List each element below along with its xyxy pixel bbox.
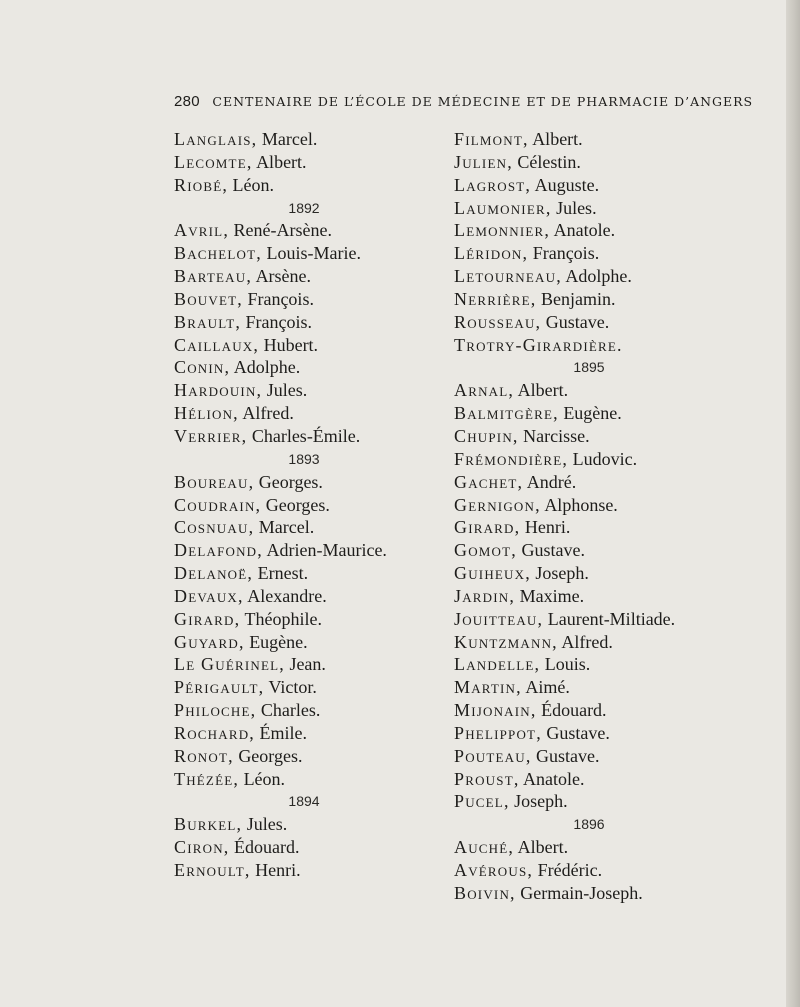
surname: Guyard, <box>174 631 245 652</box>
surname: Landelle, <box>454 654 541 675</box>
list-item <box>174 516 474 539</box>
name-list <box>454 836 714 905</box>
surname: Devaux, <box>174 585 244 606</box>
list-item <box>454 836 714 859</box>
surname: Avril, <box>174 220 230 241</box>
running-title: CENTENAIRE DE L’ÉCOLE DE MÉDECINE ET DE PHARMACIE D’ANGERS <box>212 94 754 109</box>
surname: Jardin, <box>454 585 516 606</box>
surname: Riobé, <box>174 174 229 195</box>
surname: Avérous, <box>454 860 534 880</box>
surname: Frémondière, <box>454 448 569 469</box>
surname: Kuntzmann, <box>454 631 558 652</box>
page-number: 280 <box>174 93 200 110</box>
list-item <box>454 859 714 882</box>
list-item <box>454 128 714 151</box>
surname: Barteau, <box>174 266 253 287</box>
list-item <box>454 448 714 471</box>
given-names: Édouard. <box>541 700 607 721</box>
surname: Conin, <box>174 357 231 378</box>
given-names: François. <box>245 311 313 332</box>
surname: Lecomte, <box>174 151 253 172</box>
surname: Girard, <box>174 608 241 629</box>
surname: Hardouin, <box>174 380 263 401</box>
year-heading-1893: 1893 <box>288 450 320 467</box>
surname: Girard, <box>454 517 521 538</box>
list-item <box>174 539 474 562</box>
list-item <box>454 653 714 676</box>
surname: Brault, <box>174 311 242 332</box>
surname: Gernigon, <box>454 494 541 515</box>
given-names: Henri. <box>524 517 571 538</box>
surname: Delanoë, <box>174 563 254 584</box>
surname: Philoche, <box>174 700 257 721</box>
given-names: Ludovic. <box>572 448 638 469</box>
given-names: Eugène. <box>563 403 622 424</box>
name-list <box>454 128 714 356</box>
given-names: Adolphe. <box>233 357 301 378</box>
given-names: Théophile. <box>244 608 323 629</box>
name-list <box>174 471 474 791</box>
given-names: Eugène. <box>249 631 308 652</box>
list-item <box>174 494 474 517</box>
given-names: Célestin. <box>517 151 581 172</box>
given-names: Jules. <box>246 814 288 835</box>
given-names: Albert. <box>517 837 569 858</box>
given-names: Jean. <box>289 654 326 675</box>
given-names: Benjamin. <box>540 288 616 309</box>
list-item <box>174 471 474 494</box>
list-item <box>454 471 714 494</box>
surname: Bachelot, <box>174 243 262 264</box>
list-item <box>174 219 474 242</box>
list-item <box>454 197 714 220</box>
list-item <box>174 402 474 425</box>
list-item <box>174 242 474 265</box>
surname: Nerrière, <box>454 288 537 309</box>
list-item <box>454 768 714 791</box>
given-names: Georges. <box>265 494 330 515</box>
given-names: Auguste. <box>534 174 600 195</box>
list-item <box>174 585 474 608</box>
name-list <box>454 379 714 813</box>
given-names: Henri. <box>255 860 301 880</box>
list-item <box>454 882 714 905</box>
list-item <box>174 379 474 402</box>
surname: Gachet, <box>454 471 524 492</box>
given-names: Arsène. <box>255 266 312 287</box>
list-item <box>454 699 714 722</box>
given-names: Émile. <box>259 722 308 743</box>
surname: Boivin, <box>454 882 516 903</box>
list-item <box>454 562 714 585</box>
surname: Phelippot, <box>454 722 542 743</box>
surname: Thézée, <box>174 768 240 789</box>
list-item <box>454 288 714 311</box>
given-names: René-Arsène. <box>233 220 332 241</box>
given-names: Adrien-Maurice. <box>266 540 387 561</box>
surname: Mijonain, <box>454 700 537 721</box>
list-item <box>174 676 474 699</box>
given-names: Léon. <box>243 768 286 789</box>
given-names: Hubert. <box>263 334 319 355</box>
list-item <box>174 174 474 197</box>
given-names: Louis. <box>544 654 591 675</box>
given-names: Georges. <box>258 471 323 492</box>
surname: Arnal, <box>454 380 515 401</box>
given-names: Marcel. <box>258 517 315 538</box>
given-names: Georges. <box>238 745 303 766</box>
given-names: Anatole. <box>553 220 616 241</box>
list-item <box>454 790 714 813</box>
list-item <box>454 174 714 197</box>
list-item <box>454 631 714 654</box>
given-names: Albert. <box>532 129 583 149</box>
list-item <box>174 699 474 722</box>
surname: Burkel, <box>174 814 243 835</box>
name-list <box>174 128 474 197</box>
surname: Balmitgère, <box>454 403 559 424</box>
surname: Filmont, <box>454 129 529 149</box>
given-names: Gustave. <box>536 745 600 766</box>
right-column <box>454 128 714 905</box>
given-names: Édouard. <box>233 837 300 858</box>
surname: Bouvet, <box>174 288 243 309</box>
list-item <box>454 676 714 699</box>
surname: Rochard, <box>174 722 256 743</box>
list-item <box>454 242 714 265</box>
list-item <box>174 745 474 768</box>
list-item <box>454 494 714 517</box>
surname: Le Guérinel, <box>174 654 285 675</box>
given-names: Alfred. <box>242 403 294 424</box>
given-names: Gustave. <box>546 722 610 743</box>
list-item <box>174 722 474 745</box>
given-names: Léon. <box>232 174 275 195</box>
surname: Lagrost, <box>454 174 532 195</box>
given-names: Ernest. <box>257 563 309 584</box>
given-names: Anatole. <box>523 768 585 789</box>
list-item <box>454 539 714 562</box>
list-item <box>454 151 714 174</box>
given-names: Marcel. <box>261 129 318 149</box>
surname: Léridon, <box>454 243 529 264</box>
year-heading-1892: 1892 <box>288 199 320 216</box>
surname: Coudrain, <box>174 494 262 515</box>
given-names: Alexandre. <box>247 585 327 606</box>
given-names: Gustave. <box>545 311 610 332</box>
surname: Laumonier, <box>454 197 552 218</box>
given-names: François. <box>532 243 600 264</box>
list-item <box>174 288 474 311</box>
list-item <box>454 402 714 425</box>
surname: Cosnuau, <box>174 517 255 538</box>
given-names: Alphonse. <box>544 494 618 515</box>
given-names: André. <box>526 471 577 492</box>
given-names: François. <box>247 288 314 309</box>
given-names: Jules. <box>556 197 597 218</box>
list-item <box>174 608 474 631</box>
surname: Delafond, <box>174 540 263 561</box>
given-names: Alfred. <box>561 631 613 652</box>
given-names: Jules. <box>266 380 308 401</box>
list-item <box>454 585 714 608</box>
given-names: Albert. <box>517 380 569 401</box>
given-names: Gustave. <box>521 540 585 561</box>
list-item <box>454 311 714 334</box>
given-names: Germain-Joseph. <box>520 882 643 903</box>
year-heading-1896: 1896 <box>573 816 605 833</box>
list-item <box>454 219 714 242</box>
list-item <box>174 334 474 357</box>
surname: Caillaux, <box>174 334 260 355</box>
surname: Martin, <box>454 677 522 698</box>
list-item <box>174 356 474 379</box>
list-item <box>174 151 474 174</box>
surname: Jouitteau, <box>454 608 544 629</box>
surname: Périgault, <box>174 677 265 698</box>
surname: Rousseau, <box>454 311 542 332</box>
surname: Ciron, <box>174 837 230 858</box>
given-names: Charles. <box>260 700 321 721</box>
given-names: Joseph. <box>535 563 589 584</box>
list-item <box>174 631 474 654</box>
given-names: Joseph. <box>514 791 568 812</box>
year-heading-1894: 1894 <box>288 793 320 810</box>
name-list <box>174 219 474 447</box>
surname: Auché, <box>454 837 515 858</box>
year-heading-1895: 1895 <box>573 359 605 376</box>
surname: Ernoult, <box>174 860 251 880</box>
list-item <box>174 653 474 676</box>
surname: Pouteau, <box>454 745 532 766</box>
given-names: Albert. <box>256 151 307 172</box>
surname: Proust, <box>454 768 520 789</box>
running-header <box>174 93 754 110</box>
left-column <box>174 128 474 882</box>
surname: Ronot, <box>174 745 234 766</box>
name-list <box>174 813 474 882</box>
surname: Pucel, <box>454 791 510 812</box>
given-names: Victor. <box>268 677 317 698</box>
given-names: Aimé. <box>525 677 570 698</box>
given-names: Frédéric. <box>537 860 603 880</box>
book-fore-edge <box>786 0 800 1007</box>
list-item <box>454 608 714 631</box>
list-item <box>174 425 474 448</box>
list-item <box>454 516 714 539</box>
given-names: Maxime. <box>519 585 585 606</box>
surname: Chupin, <box>454 425 519 446</box>
list-item <box>174 859 474 882</box>
list-item <box>454 745 714 768</box>
list-item <box>454 334 714 357</box>
list-item <box>454 722 714 745</box>
list-item <box>174 562 474 585</box>
surname: Langlais, <box>174 129 258 149</box>
list-item <box>174 265 474 288</box>
given-names: Charles-Émile. <box>251 425 361 446</box>
list-item <box>454 379 714 402</box>
given-names: Adolphe. <box>565 266 632 287</box>
surname: Guiheux, <box>454 563 531 584</box>
surname: Boureau, <box>174 471 255 492</box>
surname: Letourneau, <box>454 266 562 287</box>
list-item <box>174 813 474 836</box>
given-names: Laurent-Miltiade. <box>547 608 676 629</box>
list-item <box>174 311 474 334</box>
list-item <box>454 265 714 288</box>
surname: Lemonnier, <box>454 220 551 241</box>
surname: Hélion, <box>174 403 239 424</box>
list-item <box>174 128 474 151</box>
given-names: Narcisse. <box>523 425 590 446</box>
list-item <box>454 425 714 448</box>
surname: Julien, <box>454 151 513 172</box>
list-item <box>174 836 474 859</box>
list-item <box>174 768 474 791</box>
surname: Gomot, <box>454 540 517 561</box>
surname: Trotry-Girardière. <box>454 334 623 355</box>
surname: Verrier, <box>174 425 248 446</box>
given-names: Louis-Marie. <box>266 243 361 264</box>
